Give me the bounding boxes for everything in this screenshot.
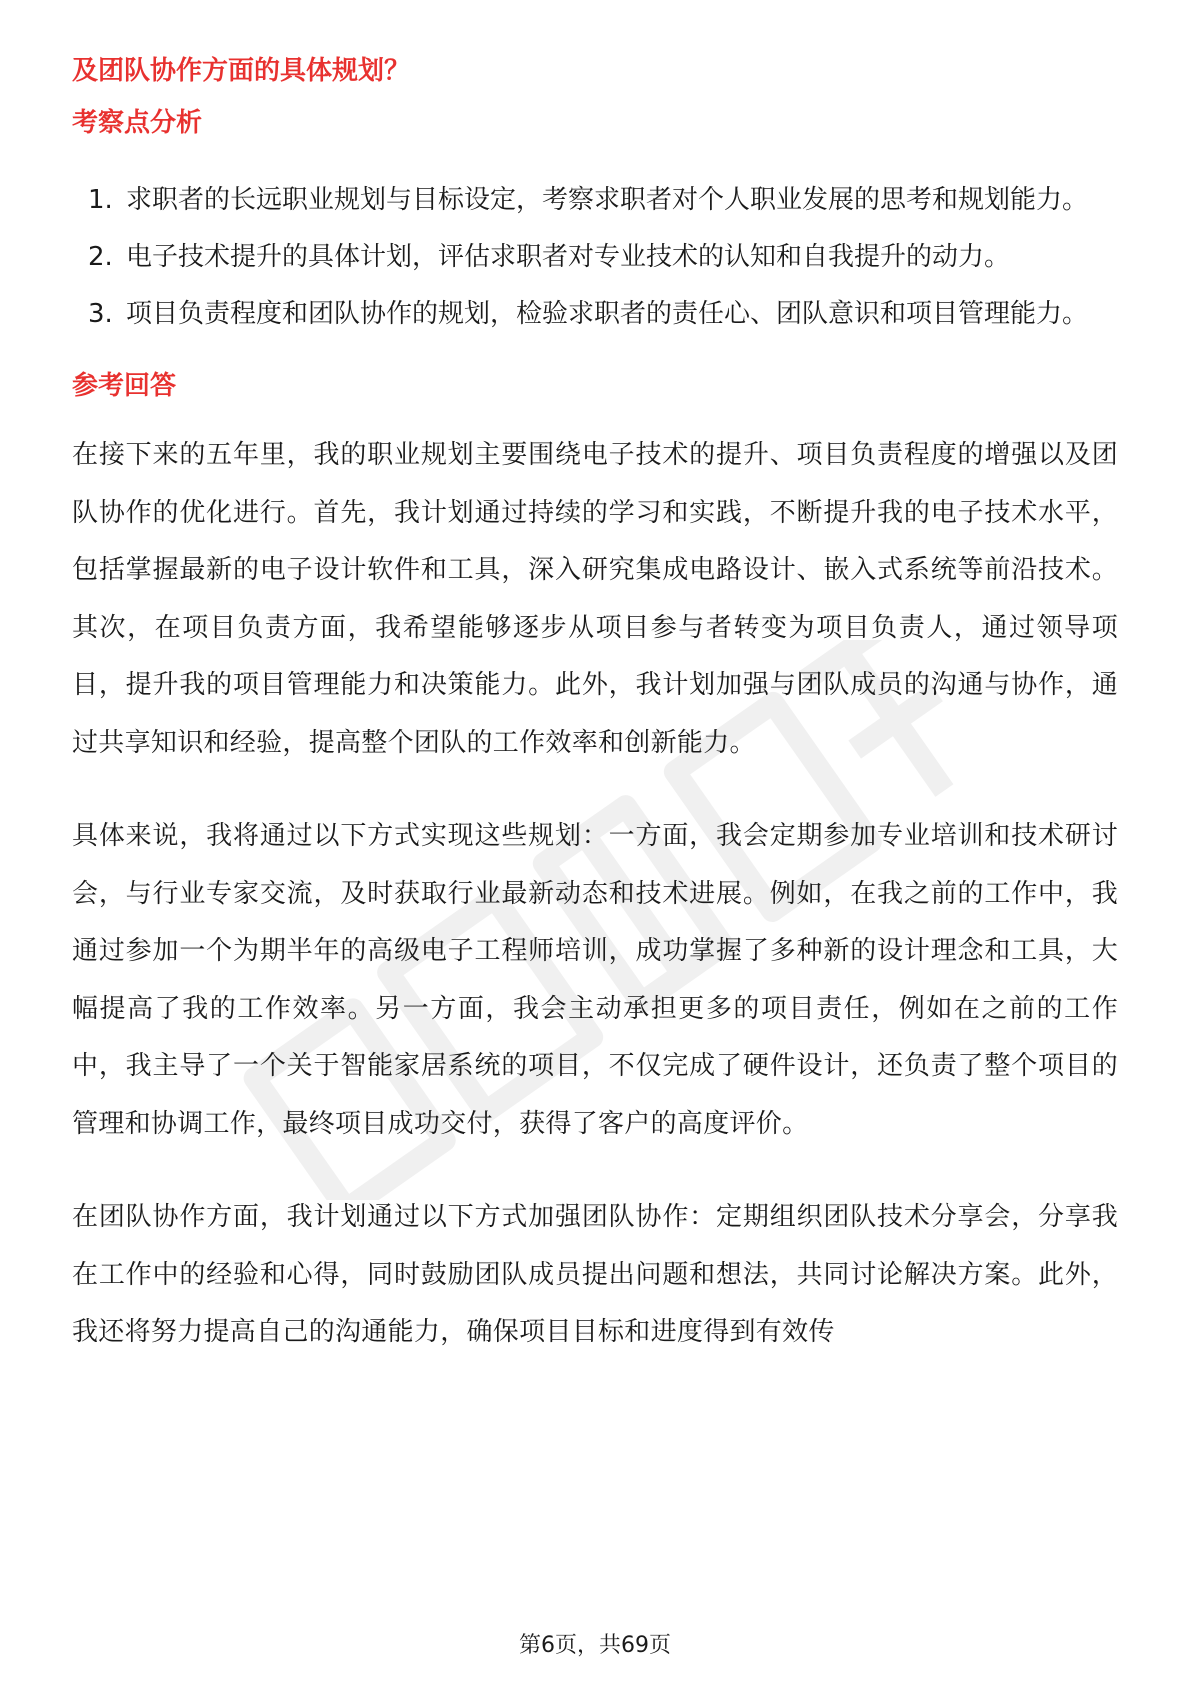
list-item-text: 项目负责程度和团队协作的规划，检验求职者的责任心、团队意识和项目管理能力。 (126, 299, 1089, 329)
answer-heading: 参考回答 (72, 371, 177, 401)
list-item-number: 2. (88, 242, 113, 272)
answer-paragraph-3: 在团队协作方面，我计划通过以下方式加强团队协作：定期组织团队技术分享会，分享我在工作中的经验和心得，同时鼓励团队成员提出问题和想法，共同讨论解决方案。此外，我还将努力提高自己的沟通能力，确保项目目标和进度得到有效传 (72, 1202, 1118, 1347)
list-item-number: 1. (88, 185, 113, 215)
list-item (72, 286, 1118, 343)
answer-paragraph-1: 在接下来的五年里，我的职业规划主要围绕电子技术的提升、项目负责程度的增强以及团队协作的优化进行。首先，我计划通过持续的学习和实践，不断提升我的电子技术水平，包括掌握最新的电子设计软件和工具，深入研究集成电路设计、嵌入式系统等前沿技术。其次，在项目负责方面，我希望能够逐步从项目参与者转变为项目负责人，通过领导项目，提升我的项目管理能力和决策能力。此外，我计划加强与团队成员的沟通与协作，通过共享知识和经验，提高整个团队的工作效率和创新能力。 (72, 440, 1118, 758)
page-number-footer: 第6页，共69页 (519, 1633, 671, 1658)
list-item-text: 求职者的长远职业规划与目标设定，考察求职者对个人职业发展的思考和规划能力。 (126, 185, 1089, 215)
list-item (72, 229, 1118, 286)
list-item (72, 172, 1118, 229)
answer-paragraph-2: 具体来说，我将通过以下方式实现这些规划：一方面，我会定期参加专业培训和技术研讨会，与行业专家交流，及时获取行业最新动态和技术进展。例如，在我之前的工作中，我通过参加一个为期半年的高级电子工程师培训，成功掌握了多种新的设计理念和工具，大幅提高了我的工作效率。另一方面，我会主动承担更多的项目责任，例如在之前的工作中，我主导了一个关于智能家居系统的项目，不仅完成了硬件设计，还负责了整个项目的管理和协调工作，最终项目成功交付，获得了客户的高度评价。 (72, 821, 1118, 1139)
intro-heading: 及团队协作方面的具体规划？ (72, 56, 411, 86)
analysis-list (72, 172, 1118, 343)
list-item-number: 3. (88, 299, 113, 329)
analysis-heading: 考察点分析 (72, 108, 203, 138)
list-item-text: 电子技术提升的具体计划，评估求职者对专业技术的认知和自我提升的动力。 (126, 242, 1011, 272)
document-content (72, 48, 1118, 1362)
